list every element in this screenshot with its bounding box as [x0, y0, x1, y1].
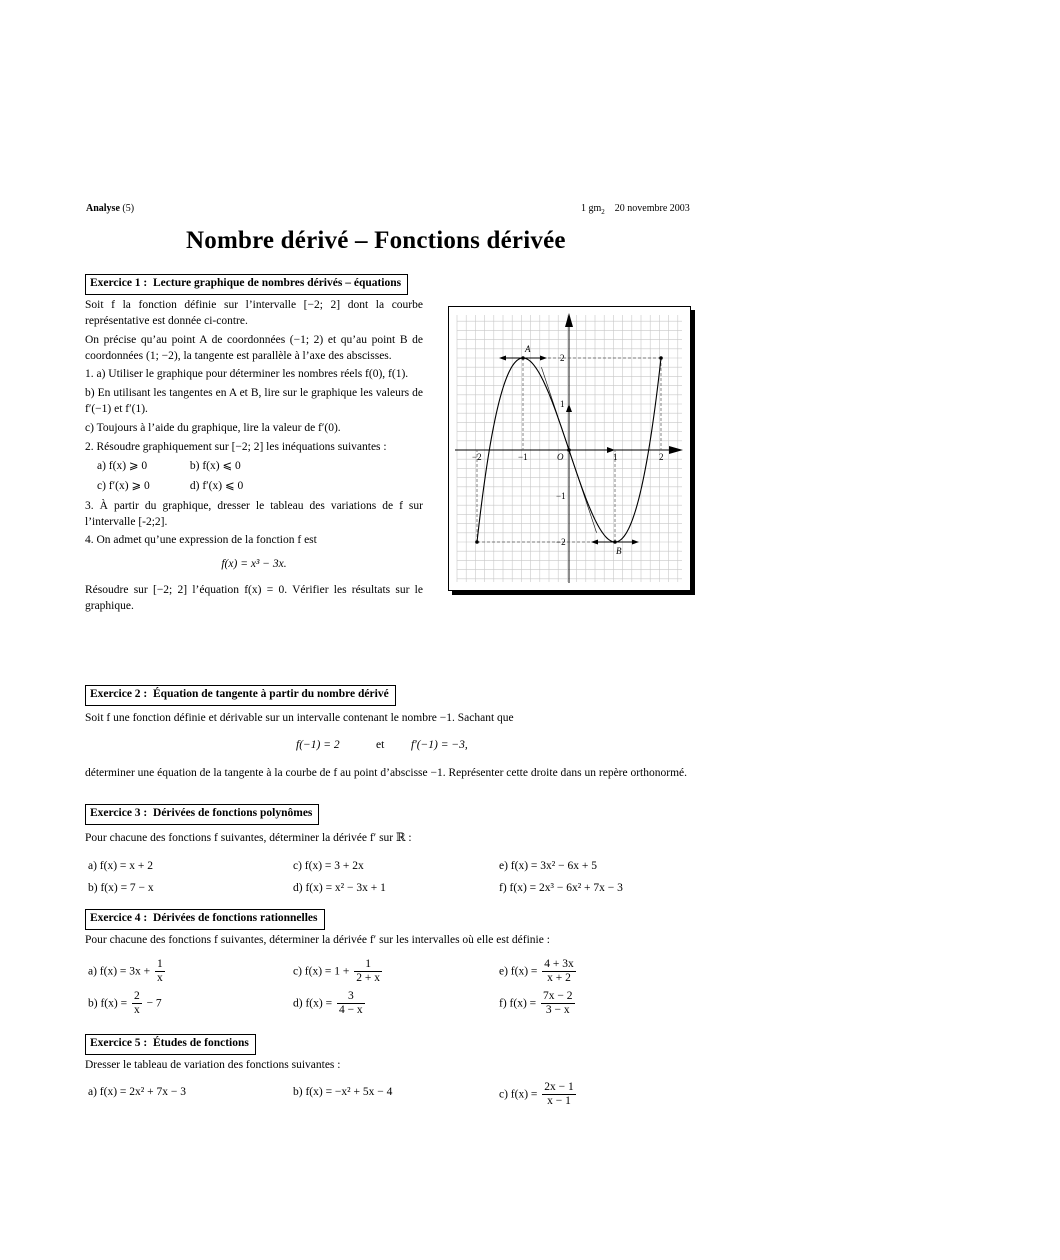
- tangent-A-arrow-right: [540, 356, 547, 361]
- ex5-heading-text: Études de fonctions: [153, 1037, 249, 1049]
- ex4-item-c: [293, 958, 384, 985]
- ex1-q2-row1: [97, 459, 423, 479]
- ex2-eq1: f(−1) = 2: [296, 739, 340, 751]
- ex1-p1: Soit f la fonction définie sur l’intervalle [−2; 2] dont la courbe représentative est donnée ci-contre.: [85, 299, 423, 327]
- ex4-a-num: 1: [155, 958, 165, 972]
- ex4-e-pre: e) f(x) =: [499, 965, 538, 978]
- ex4-item-e: [499, 958, 578, 985]
- ex1-q2b: b) f(x) ⩽ 0: [189, 459, 241, 472]
- ex4-a-den: x: [157, 972, 163, 985]
- ex4-d-num: 3: [337, 990, 365, 1004]
- x-tick-label: 2: [659, 452, 664, 462]
- ex4-item-a: [88, 958, 167, 985]
- ex3-item-b: b) f(x) = 7 − x: [88, 882, 154, 894]
- ex3-item-a: a) f(x) = x + 2: [88, 860, 154, 872]
- unit-y-arrow: [566, 404, 572, 412]
- function-graph: [448, 306, 691, 591]
- y-axis-arrow: [565, 313, 573, 327]
- ex4-heading-text: Dérivées de fonctions rationnelles: [153, 912, 318, 924]
- ex4-f-den: 3 − x: [545, 1004, 570, 1017]
- ex2-eq2: f′(−1) = −3,: [411, 739, 468, 751]
- ex3-item-e: e) f(x) = 3x² − 6x + 5: [499, 860, 597, 872]
- ex1-heading-text: Lecture graphique de nombres dérivés – équations: [153, 277, 402, 289]
- ex4-d-den: 4 − x: [338, 1004, 363, 1017]
- ex1-q2: 2. Résoudre graphiquement sur [−2; 2] les inéquations suivantes :: [85, 440, 387, 453]
- ex4-item-d: [293, 990, 367, 1017]
- ex3-item-f: f) f(x) = 2x³ − 6x² + 7x − 3: [499, 882, 623, 894]
- ex1-formula: f(x) = x³ − 3x.: [221, 558, 287, 571]
- y-tick-label: 2: [560, 353, 565, 363]
- label-B: B: [616, 546, 622, 556]
- ex4-c-frac: [354, 958, 382, 985]
- page-title: Nombre dérivé – Fonctions dérivée: [186, 227, 566, 254]
- header-section-num: (5): [122, 203, 135, 214]
- ex1-heading: [85, 274, 408, 295]
- ex5-c-frac: [542, 1081, 576, 1108]
- ex4-c-num: 1: [354, 958, 382, 972]
- ex4-b-frac: [132, 990, 142, 1017]
- ex2-heading-num: Exercice 2 :: [90, 688, 148, 700]
- ex5-item-b: b) f(x) = −x² + 5x − 4: [293, 1086, 393, 1098]
- ex4-d-frac: [337, 990, 365, 1017]
- point-B: [613, 540, 617, 544]
- ex4-item-f: [499, 990, 577, 1017]
- ex3-heading-text: Dérivées de fonctions polynômes: [153, 807, 313, 819]
- y-tick-label: −2: [556, 537, 566, 547]
- header-section: Analyse: [86, 203, 120, 214]
- label-A: A: [525, 344, 531, 354]
- ex4-c-den: 2 + x: [356, 972, 381, 985]
- ex2-heading-text: Équation de tangente à partir du nombre dérivé: [153, 688, 389, 700]
- ex1-q2a: a) f(x) ⩾ 0: [97, 459, 148, 472]
- ex5-c-num: 2x − 1: [542, 1081, 576, 1095]
- ex2-p1: Soit f une fonction définie et dérivable sur un intervalle contenant le nombre −1. Sachant que: [85, 712, 514, 724]
- point-A: [521, 356, 525, 360]
- ex3-heading-num: Exercice 3 :: [90, 807, 148, 819]
- tangent-B-arrow-left: [591, 540, 598, 545]
- point-end: [659, 356, 663, 360]
- ex3-intro: Pour chacune des fonctions f suivantes, déterminer la dérivée f′ sur ℝ :: [85, 832, 412, 844]
- ex4-f-pre: f) f(x) =: [499, 997, 537, 1010]
- point-start: [475, 540, 479, 544]
- ex4-d-pre: d) f(x) =: [293, 997, 333, 1010]
- ex4-e-frac: [542, 958, 576, 985]
- ex1-q2c: c) f′(x) ⩾ 0: [97, 479, 150, 492]
- ex4-b-pre: b) f(x) =: [88, 997, 128, 1010]
- tangent-B-arrow-right: [632, 540, 639, 545]
- ex2-eq-and: et: [376, 739, 385, 751]
- y-tick-label: 1: [560, 399, 565, 409]
- x-axis-arrow: [669, 446, 683, 454]
- ex5-c-pre: c) f(x) =: [499, 1088, 538, 1101]
- ex1-q1b: b) En utilisant les tangentes en A et B, lire sur le graphique les valeurs de f′(−1) et f′(1).: [85, 387, 423, 416]
- x-tick-label: −2: [472, 452, 482, 462]
- x-tick-label: −1: [518, 452, 528, 462]
- ex4-a-pre: a) f(x) = 3x +: [88, 965, 151, 978]
- tangent-A-arrow-left: [499, 356, 506, 361]
- header-class-sub: 2: [601, 208, 605, 216]
- ex3-item-c: c) f(x) = 3 + 2x: [293, 860, 364, 872]
- ex4-f-num: 7x − 2: [541, 990, 575, 1004]
- header-date: 20 novembre 2003: [614, 203, 690, 214]
- ex5-item-c: [499, 1081, 578, 1108]
- ex2-p2: déterminer une équation de la tangente à la courbe de f au point d’abscisse −1. Représenter cette droite dans un repère orthonormé.: [85, 767, 688, 779]
- ex3-item-d: d) f(x) = x² − 3x + 1: [293, 882, 386, 894]
- ex3-heading: [85, 804, 319, 825]
- ex1-body: [85, 298, 423, 618]
- graph-svg: [449, 307, 690, 590]
- ex1-q2d: d) f′(x) ⩽ 0: [189, 479, 244, 492]
- ex4-e-den: x + 2: [547, 972, 571, 985]
- x-tick-label: 1: [613, 452, 618, 462]
- ex4-heading: [85, 909, 325, 930]
- ex4-b-post: − 7: [146, 997, 162, 1010]
- ex2-heading: [85, 685, 396, 706]
- ex5-item-a: a) f(x) = 2x² + 7x − 3: [88, 1086, 186, 1098]
- ex4-c-pre: c) f(x) = 1 +: [293, 965, 350, 978]
- ex1-q3: 3. À partir du graphique, dresser le tableau des variations de f sur l’intervalle [-2;2].: [85, 499, 423, 528]
- ex1-p2: On précise qu’au point A de coordonnées (−1; 2) et qu’au point B de coordonnées (1; −2), la tangente est parallèle à l’axe des abscisses.: [85, 333, 423, 362]
- ex4-heading-num: Exercice 4 :: [90, 912, 148, 924]
- header-class: 1 gm: [581, 203, 602, 214]
- ex4-a-frac: [155, 958, 165, 985]
- ex4-b-num: 2: [132, 990, 142, 1004]
- ex1-q4: 4. On admet qu’une expression de la fonction f est: [85, 534, 317, 547]
- ex1-heading-num: Exercice 1 :: [90, 277, 148, 289]
- label-O: O: [557, 452, 564, 462]
- ex4-f-frac: [541, 990, 575, 1017]
- y-tick-label: −1: [556, 491, 566, 501]
- ex5-intro: Dresser le tableau de variation des fonctions suivantes :: [85, 1059, 341, 1071]
- header-right: [581, 202, 690, 216]
- ex1-q1c: c) Toujours à l’aide du graphique, lire la valeur de f′(0).: [85, 422, 341, 435]
- point-O: [567, 448, 571, 452]
- ex1-q2-row2: [97, 479, 423, 499]
- ex4-e-num: 4 + 3x: [542, 958, 576, 972]
- ex5-heading-num: Exercice 5 :: [90, 1037, 148, 1049]
- ex5-heading: [85, 1034, 256, 1055]
- ex4-item-b: [88, 990, 162, 1017]
- header-left: [86, 202, 134, 216]
- ex1-q1a: 1. a) Utiliser le graphique pour déterminer les nombres réels f(0), f(1).: [85, 368, 409, 381]
- ex4-b-den: x: [133, 1004, 140, 1017]
- ex4-intro: Pour chacune des fonctions f suivantes, déterminer la dérivée f′ sur les intervalles où elle est définie :: [85, 934, 550, 946]
- ex1-q4b: Résoudre sur [−2; 2] l’équation f(x) = 0. Vérifier les résultats sur le graphique.: [85, 584, 423, 613]
- ex5-c-den: x − 1: [547, 1095, 571, 1108]
